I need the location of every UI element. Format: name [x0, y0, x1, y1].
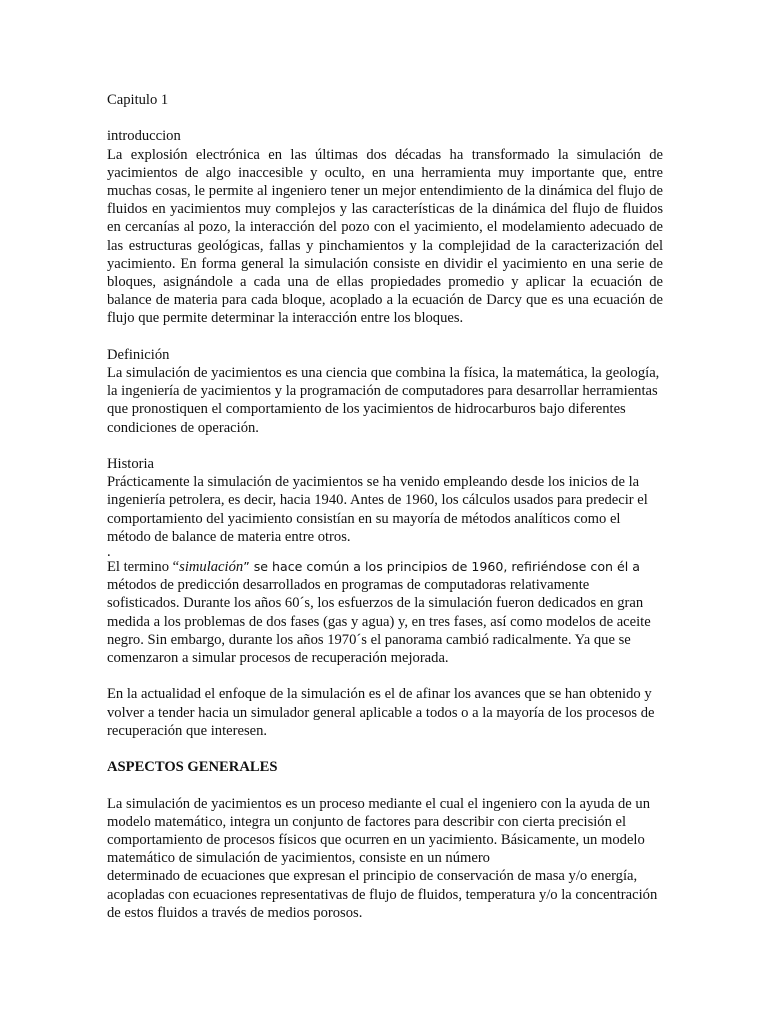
intro-heading: introduccion — [107, 128, 181, 145]
spacer — [107, 667, 663, 685]
definition-paragraph: La simulación de yacimientos es una ciencia que combina la física, la matemática, la geología, la ingeniería de yacimientos y la programación de computadores para desarrollar herramientas que pronostiquen el comportamiento de los yacimientos de hidrocarburos bajo diferentes condiciones de operación. — [107, 365, 660, 436]
document-page — [107, 91, 663, 922]
spacer — [107, 328, 663, 346]
history-dot: . — [107, 544, 111, 561]
term-prefix: El termino “ — [107, 559, 180, 576]
spacer — [107, 437, 663, 455]
aspects-paragraph-2: determinado de ecuaciones que expresan el principio de conservación de masa y/o energía, acopladas con ecuaciones representativas de flujo de fluidos, temperatura y/o la concentración de estos fluidos a través de medios porosos. — [107, 868, 658, 921]
definition-heading: Definición — [107, 346, 170, 363]
aspects-paragraph-1: La simulación de yacimientos es un proceso mediante el cual el ingeniero con la ayuda de un modelo matemático, integra un conjunto de factores para describir con cierta precisión el comportamiento de procesos físicos que ocurren en un yacimiento. Básicamente, un modelo matemático de simulación de yacimientos, consiste en un número — [107, 795, 651, 867]
history-paragraph: Prácticamente la simulación de yacimientos se ha venido empleando desde los inicios de la ingeniería petrolera, es decir, hacia 1940. Antes de 1960, los cálculos usados para predecir el comportamiento del yacimiento consistían en su mayoría de métodos analíticos como el método de balance de materia entre otros. — [107, 474, 648, 545]
term-word: simulación — [179, 559, 244, 576]
current-paragraph: En la actualidad el enfoque de la simulación es el de afinar los avances que se han obtenido y volver a tender hacia un simulador general aplicable a todos o a la mayoría de los procesos de recuperación que interesen. — [107, 686, 655, 739]
term-paragraph — [107, 558, 663, 576]
spacer — [107, 109, 663, 127]
chapter-title: Capitulo 1 — [107, 92, 169, 108]
intro-paragraph: La explosión electrónica en las últimas dos décadas ha transformado la simulación de yacimientos de algo inaccesible y oculto, en una herramienta muy importante que, entre muchas cosas, le permite al ingeniero tener un mejor entendimiento de la dinámica del flujo de fluidos en yacimientos muy complejos y las características de la dinámica del flujo de fluidos en cercanías al pozo, la interacción del pozo con el yacimiento, el modelamiento adecuado de las estructuras geológicas, fallas y pinchamientos y la complejidad de la caracterización del yacimiento. En forma general la simulación consiste en dividir el yacimiento en una serie de bloques, asignándole a cada una de ellas propiedades promedio y aplicar la ecuación de balance de materia para cada bloque, acoplado a la ecuación de Darcy que es una ecuación de flujo que permite determinar la interacción entre los bloques. — [107, 146, 663, 327]
spacer — [107, 740, 663, 758]
history-heading: Historia — [107, 456, 155, 473]
spacer — [107, 776, 663, 794]
term-suffix: ” se hace común a los principios de 1960, refiriéndose con él a — [243, 559, 640, 575]
aspects-heading: ASPECTOS GENERALES — [107, 759, 278, 776]
term-rest-paragraph: métodos de predicción desarrollados en programas de computadoras relativamente sofisticados. Durante los años 60´s, los esfuerzos de la simulación fueron dedicados en gran medida a los problemas de dos fases (gas y agua) y, en tres fases, así como modelos de aceite negro. Sin embargo, durante los años 1970´s el panorama cambió radicalmente. Ya que se comenzaron a simular procesos de recuperación mejorada. — [107, 577, 651, 667]
